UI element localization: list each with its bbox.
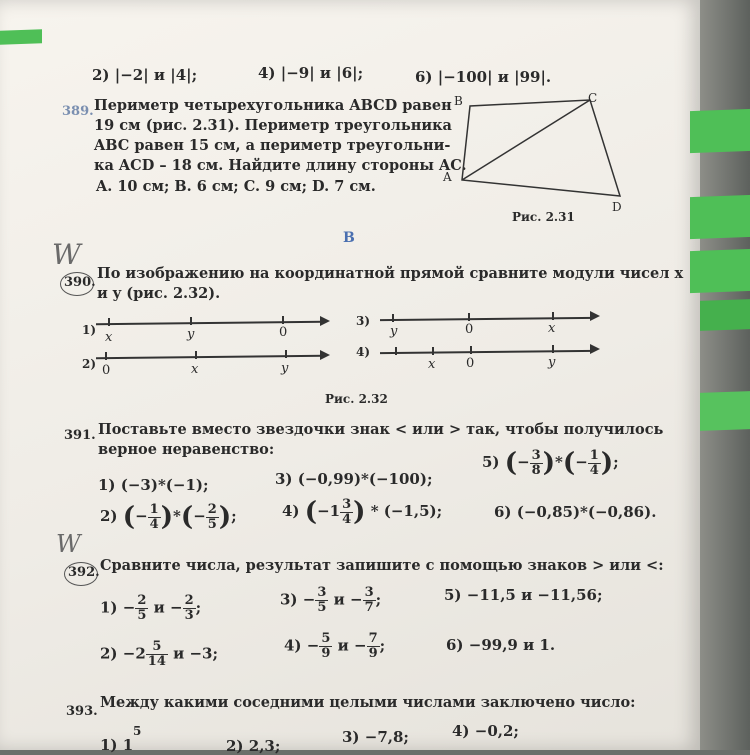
line-1-label-0: 0 [279,325,288,340]
numerator: 5 [321,631,331,646]
number-line-2 [96,355,324,359]
line-4-label-0: 0 [466,356,475,371]
problem-391-item-6: 6) (−0,85)*(−0,86). [494,503,657,521]
tick [282,316,284,324]
problem-391-item-3: 3) (−0,99)*(−100); [275,470,433,488]
tick [468,313,470,321]
arrow-icon [320,316,330,326]
problem-391-item-5: 5) (− $\frac{3}{8}$ )*(− $\frac{1}{4}$ ); [482,447,619,478]
numerator: 1 [589,447,599,463]
tick [470,346,472,354]
problem-389-text [94,96,467,176]
numerator: 3 [531,447,541,463]
denominator: 9 [368,646,378,661]
problem-389-line: 19 см (рис. 2.31). Периметр треугольника [94,117,452,134]
problem-392-item-2 [100,640,218,669]
top-item-c: 6) |−100| и |99|. [415,68,552,86]
numerator: 5 [146,640,168,655]
line-4-label-x: x [428,357,436,372]
problem-392-item-5: 5) −11,5 и −11,56; [444,586,603,604]
tick [108,318,110,326]
number-line-3 [380,317,594,321]
problem-389-answers: A. 10 см; B. 6 см; C. 9 см; D. 7 см. [96,178,376,195]
denominator: 4 [589,462,599,478]
numerator: 3 [342,496,352,512]
line-1-label-y: y [187,327,195,342]
line-1-label-x: x [105,330,113,345]
problem-389-number: 389. [62,104,94,119]
denominator: 4 [149,516,159,532]
numerator: 3 [364,585,374,600]
denominator: 7 [364,600,374,615]
tick [552,312,554,320]
item-label: 3) [280,590,298,609]
item-label: 2) [100,507,118,525]
problem-390-number: 390. [64,275,96,290]
problem-392-item-6: 6) −99,9 и 1. [446,636,556,654]
whole-part: −1 [317,502,341,520]
tick [432,347,434,355]
figure-2-31-caption: Рис. 2.31 [512,210,575,224]
arrow-icon [320,350,330,360]
item-label: 4) [282,502,300,520]
arrow-icon [590,311,600,321]
tick [552,345,554,353]
line-2-label-0: 0 [102,363,111,378]
problem-392-item-1: 1) − $\frac{2}{5}$ и − $\frac{2}{3}$ ; [100,593,202,623]
problem-393-item-4: 4) −0,2; [452,722,519,740]
problem-391-item-4: 4) (−1 $\frac{3}{4}$ ) * (−1,5); [282,496,443,527]
problem-391-item-1: 1) (−3)*(−1); [98,476,209,494]
denominator: 14 [147,654,166,669]
denominator: 8 [531,462,541,478]
numerator: 7 [368,631,378,646]
numerator: 2 [137,593,147,608]
problem-389-line: Периметр четырехугольника ABCD равен [94,97,452,114]
sticky-tab [0,29,42,44]
line-4-label-y: y [548,355,556,370]
numerator: 2 [207,501,217,517]
expression-rest: * (−1,5); [370,502,443,520]
problem-392-item-3: 3) − $\frac{3}{5}$ и − $\frac{3}{7}$ ; [280,585,382,615]
number-line-4-label: 4) [356,345,371,359]
number-line-1 [96,321,324,325]
line-2-label-x: x [191,362,199,377]
tick [105,352,107,360]
problem-392-number: 392. [68,565,100,580]
denominator: 5 [207,516,217,532]
sticky-tab [690,109,750,153]
figure-2-31 [440,92,640,212]
top-item-a: 2) |−2| и |4|; [92,66,198,84]
denominator: 5 [137,608,147,623]
problem-389-line: ка ACD – 18 см. Найдите длину стороны AC. [94,157,467,174]
line-3-label-0: 0 [465,322,474,337]
problem-392-text: Сравните числа, результат запишите с помощью знаков > или <: [100,557,664,574]
problem-390-line: и y (рис. 2.32). [97,285,221,302]
problem-393-item-3: 3) −7,8; [342,728,409,746]
figure-label-d: D [612,200,622,214]
whole-part: −2 [122,644,146,663]
item-label: 5) [482,453,500,471]
conjunction: и [333,590,345,609]
numerator: 3 [317,585,327,600]
sticky-tab [690,249,750,293]
sticky-tab [690,195,750,239]
figure-label-b: B [454,94,463,108]
tick [195,351,197,359]
top-item-b: 4) |−9| и |6|; [258,64,364,82]
problem-391-number: 391. [64,428,96,443]
item-label: 2) [100,644,118,663]
number-line-4 [380,350,594,354]
tick [395,347,397,355]
arrow-icon [590,344,600,354]
item-label: 4) [284,636,302,655]
number-line-1-label: 1) [82,323,97,337]
number-line-2-label: 2) [82,357,97,371]
numerator: 2 [184,593,194,608]
denominator: 5 [317,600,327,615]
item-label: 1) [100,598,118,617]
tick [392,314,394,322]
sticky-tab [700,299,750,331]
figure-label-a: A [443,170,452,184]
problem-391-item-2: 2) (− $\frac{1}{4}$ )*(− $\frac{2}{5}$ ); [100,501,237,532]
figure-label-c: C [588,91,598,105]
line-3-label-y: y [390,324,398,339]
problem-390-line: По изображению на координатной прямой сравните модули чисел x [97,265,684,282]
expression-rest: и −3; [173,644,219,663]
problem-393-item-2: 2) 2,3; [226,737,281,755]
pencil-mark: W [56,530,81,558]
conjunction: и [153,598,165,617]
tick [190,317,192,325]
problem-392-item-4: 4) − $\frac{5}{9}$ и − $\frac{7}{9}$ ; [284,631,386,661]
numerator: 1 [149,501,159,517]
denominator: 3 [184,608,194,623]
conjunction: и [337,636,349,655]
section-letter: В [343,230,355,246]
problem-389-line: ABC равен 15 см, а периметр треугольни- [94,137,451,154]
line-2-label-y: y [281,361,289,376]
line-3-label-x: x [548,321,556,336]
problem-393-text: Между какими соседними целыми числами заключено число: [100,694,636,711]
sticky-tab [700,391,750,431]
denominator: 4 [342,511,352,527]
number-line-3-label: 3) [356,314,371,328]
denominator: 9 [321,646,331,661]
tick [285,350,287,358]
problem-391-line: Поставьте вместо звездочки знак < или > так, чтобы получилось [98,421,664,438]
problem-393-item-1-numerator: 5 [133,724,142,738]
problem-393-item-1: 1) 1 [100,736,134,754]
pencil-mark: W [52,238,81,271]
figure-2-32-caption: Рис. 2.32 [325,392,388,406]
problem-393-number: 393. [66,704,98,719]
problem-391-line: верное неравенство: [98,441,275,458]
problem-390-text [97,264,683,304]
